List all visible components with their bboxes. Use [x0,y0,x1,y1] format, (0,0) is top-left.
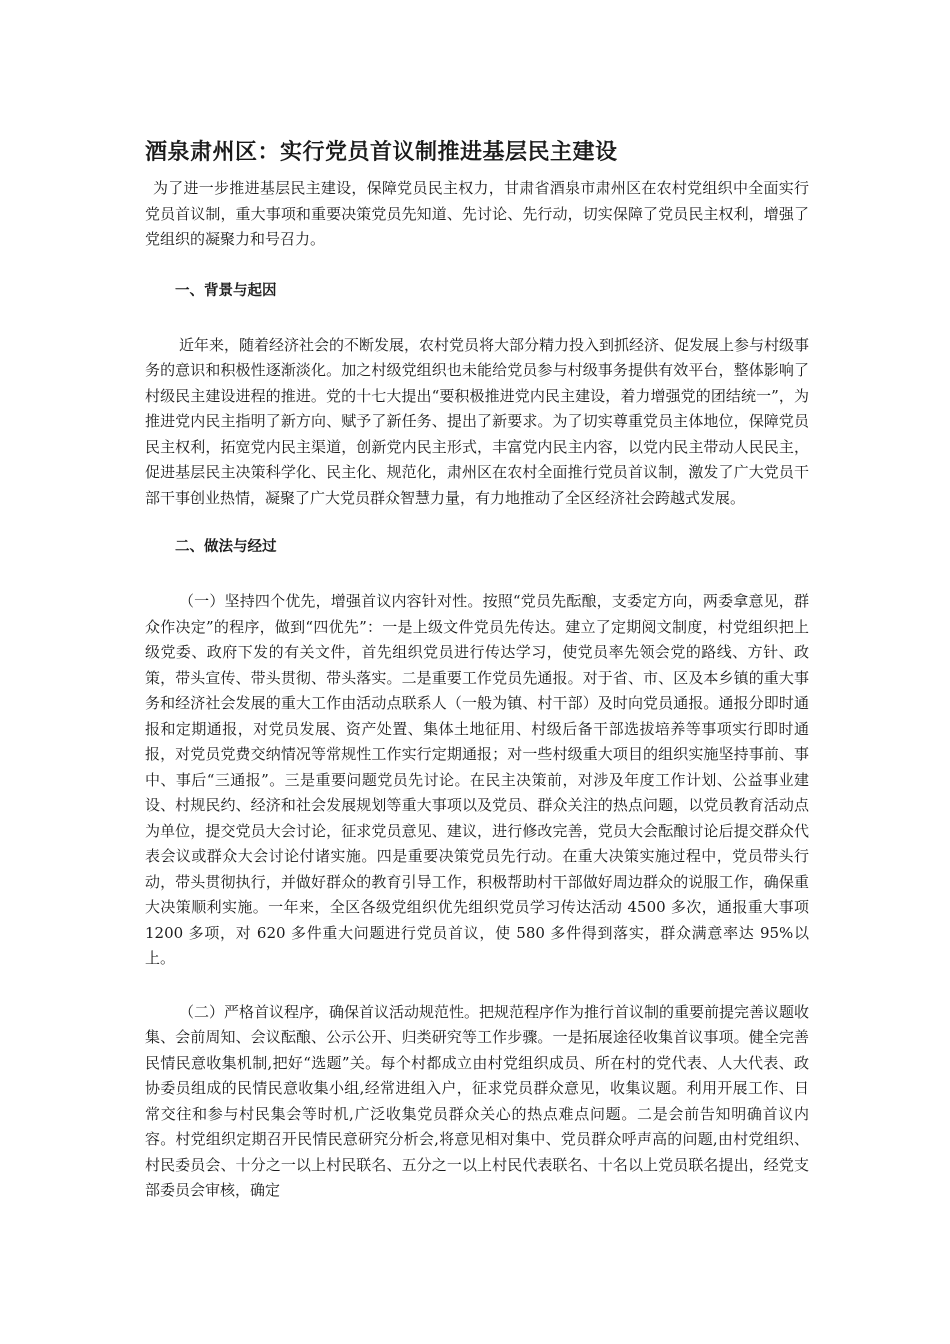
spacer [145,559,809,589]
spacer [145,972,809,1000]
intro-paragraph: 为了进一步推进基层民主建设，保障党员民主权力，甘肃省酒泉市肃州区在农村党组织中全面实行党员首议制，重大事项和重要决策党员先知道、先讨论、先行动，切实保障了党员民主权利，增强了党组织的凝聚力和号召力。 [145,179,809,248]
document-body [145,138,809,1204]
document-title: 酒泉肃州区：实行党员首议制推进基层民主建设 [145,140,618,165]
methods-paragraph-1: （一）坚持四个优先，增强首议内容针对性。按照“党员先酝酿，支委定方向，两委拿意见，群众作决定”的程序，做到“四优先”：一是上级文件党员先传达。建立了定期阅文制度，村党组织把上级党委、政府下发的有关文件，首先组织党员进行传达学习，使党员率先领会党的路线、方针、政策，带头宣传、带头贯彻、带头落实。二是重要工作党员先通报。对于省、市、区及本乡镇的重大事务和经济社会发展的重大工作由活动点联系人（一般为镇、村干部）及时向党员通报。通报分即时通报和定期通报，对党员发展、资产处置、集体土地征用、村级后备干部选拔培养等事项实行即时通报，对党员党费交纳情况等常规性工作实行定期通报；对一些村级重大项目的组织实施坚持事前、事中、事后“三通报”。三是重要问题党员先讨论。在民主决策前，对涉及年度工作计划、公益事业建设、村规民约、经济和社会发展规划等重大事项以及党员、群众关注的热点问题，以党员教育活动点为单位，提交党员大会讨论，征求党员意见、建议，进行修改完善，党员大会酝酿讨论后提交群众代表会议或群众大会讨论付诸实施。四是重要决策党员先行动。在重大决策实施过程中，党员带头行动，带头贯彻执行，并做好群众的教育引导工作，积极帮助村干部做好周边群众的说服工作，确保重大决策顺利实施。一年来，全区各级党组织优先组织党员学习传达活动 4500 多次，通报重大事项 1200 多项，对 620 多件重大问题进行党员首议，使 580 多件得到落实，群众满意率达 95%以上。 [145,592,809,967]
section-heading-methods: 二、做法与经过 [175,539,277,555]
spacer [145,253,809,279]
methods-paragraph-2: （二）严格首议程序，确保首议活动规范性。把规范程序作为推行首议制的重要前提完善议题收集、会前周知、会议酝酿、公示公开、归类研究等工作步骤。一是拓展途径收集首议事项。健全完善民情民意收集机制,把好“选题”关。每个村都成立由村党组织成员、所在村的党代表、人大代表、政协委员组成的民情民意收集小组,经常进组入户，征求党员群众意见，收集议题。利用开展工作、日常交往和参与村民集会等时机,广泛收集党员群众关心的热点难点问题。二是会前告知明确首议内容。村党组织定期召开民情民意研究分析会,将意见相对集中、党员群众呼声高的问题,由村党组织、村民委员会、十分之一以上村民联名、五分之一以上村民代表联名、十名以上党员联名提出，经党支部委员会审核，确定 [145,1002,810,1199]
section-heading-background: 一、背景与起因 [175,282,277,299]
spacer [145,511,809,535]
background-paragraph: 近年来，随着经济社会的不断发展，农村党员将大部分精力投入到抓经济、促发展上参与村级事务的意识和积极性逐渐淡化。加之村级党组织也未能给党员参与村级事务提供有效平台，整体影响了村级民主建设进程的推进。党的十七大提出“要积极推进党内民主建设，着力增强党的团结统一”，为推进党内民主指明了新方向、赋予了新任务、提出了新要求。为了切实尊重党员主体地位，保障党员民主权利，拓宽党内民主渠道，创新党内民主形式，丰富党内民主内容，以党内民主带动人民民主，促进基层民主决策科学化、民主化、规范化，肃州区在农村全面推行党员首议制，激发了广大党员干部干事创业热情，凝聚了广大党员群众智慧力量，有力地推动了全区经济社会跨越式发展。 [145,335,810,507]
spacer [145,303,809,333]
